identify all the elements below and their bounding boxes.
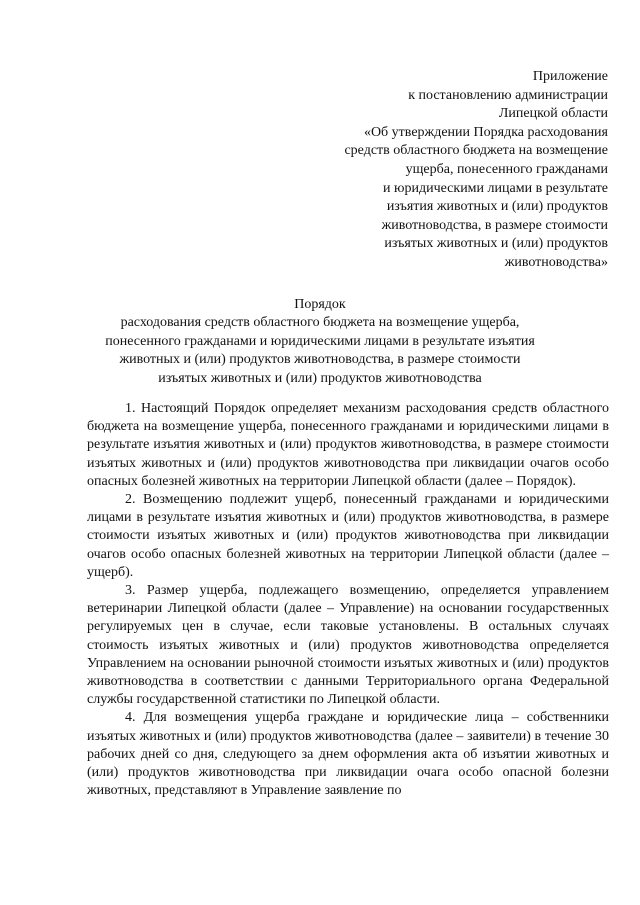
appendix-line: к постановлению администрации — [408, 87, 608, 103]
appendix-line: Липецкой области — [498, 106, 608, 122]
document-title — [60, 296, 580, 388]
appendix-block — [278, 68, 608, 273]
paragraph-4: 4. Для возмещения ущерба граждане и юридические лица – собственники изъятых животных и (или) продуктов животноводства (далее – заявители) в течение 30 рабочих дней со дня, следующего за днем оформления акта об изъятии животных и (или) продуктов животноводства при ликвидации очага особо опасной болезни животных, представляют в Управление заявление по — [87, 710, 609, 799]
appendix-line: изъятых животных и (или) продуктов — [384, 236, 608, 252]
appendix-line: изъятия животных и (или) продуктов — [386, 199, 608, 215]
title-line: расходования средств областного бюджета на возмещение ущерба, — [120, 315, 520, 331]
title-line: животных и (или) продуктов животноводства, в размере стоимости — [119, 352, 521, 368]
title-line: понесенного гражданами и юридическими лицами в результате изъятия — [105, 333, 535, 349]
appendix-line: животноводства, в размере стоимости — [381, 217, 608, 233]
appendix-line: Приложение — [532, 69, 608, 84]
document-body — [87, 400, 609, 800]
title-line: изъятых животных и (или) продуктов животноводства — [158, 370, 482, 386]
paragraph-3: 3. Размер ущерба, подлежащего возмещению, определяется управлением ветеринарии Липецкой области (далее – Управление) на основании государственных регулируемых цен в случае, если таковые установлены. В остальных случаях стоимость изъятых животных и (или) продуктов животноводства определяется Управлением на основании рыночной стоимости изъятых животных и (или) продуктов животноводства в соответствии с данными Территориального органа Федеральной службы государственной статистики по Липецкой области. — [87, 583, 609, 708]
appendix-line: животноводства» — [504, 254, 608, 270]
paragraph-2: 2. Возмещению подлежит ущерб, понесенный гражданами и юридическими лицами в результате изъятия животных и (или) продуктов животноводства, в размере стоимости изъятых животных и (или) продуктов животноводства при ликвидации очагов особо опасных болезней животных на территории Липецкой области (далее – ущерб). — [87, 492, 609, 580]
appendix-line: средств областного бюджета на возмещение — [344, 143, 608, 159]
paragraph-1: 1. Настоящий Порядок определяет механизм расходования средств областного бюджета на возмещение ущерба, понесенного гражданами и юридическими лицами в результате изъятия животных и (или) продуктов животноводства, в размере стоимости изъятых животных и (или) продуктов животноводства при ликвидации очагов особо опасных болезней животных на территории Липецкой области (далее – Порядок). — [87, 401, 609, 489]
appendix-line: ущерба, понесенного гражданами — [405, 161, 608, 177]
appendix-line: и юридическими лицами в результате — [383, 180, 608, 196]
title-heading: Порядок — [294, 297, 346, 312]
appendix-line: «Об утверждении Порядка расходования — [363, 124, 608, 140]
